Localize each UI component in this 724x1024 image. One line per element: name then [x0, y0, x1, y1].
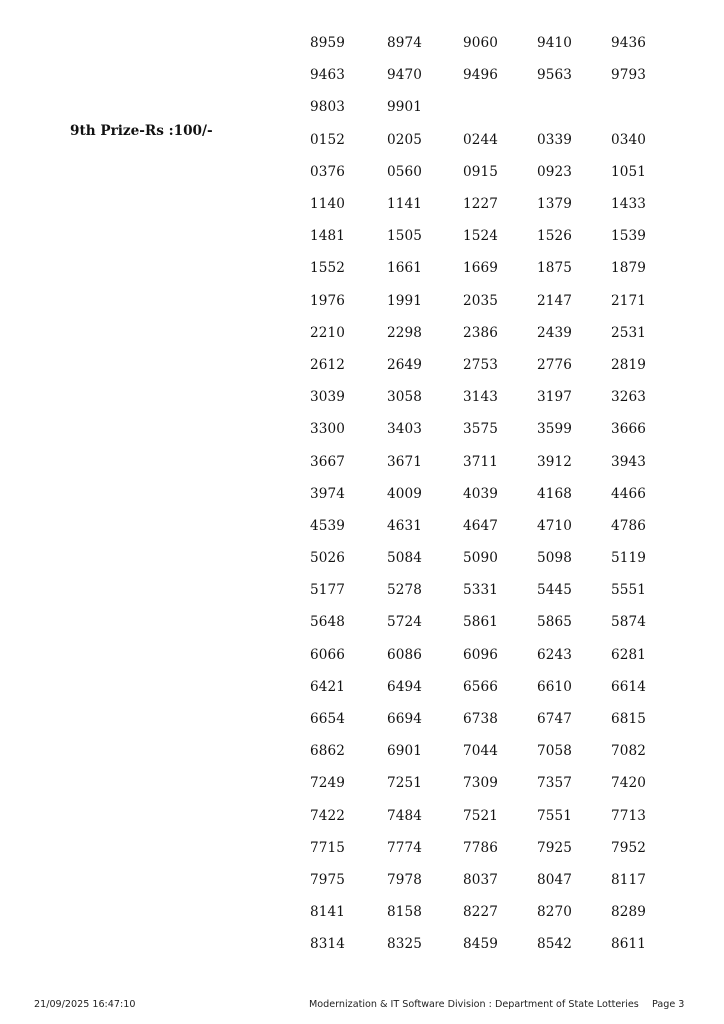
number-row — [310, 59, 686, 91]
ticket-number: 7484 — [387, 807, 422, 824]
ticket-number: 5861 — [463, 614, 498, 631]
ticket-number: 8611 — [611, 936, 646, 953]
ticket-number-grid — [310, 27, 686, 960]
ticket-number: 3711 — [463, 453, 498, 470]
ticket-number: 6421 — [310, 678, 345, 695]
number-row — [310, 478, 686, 510]
footer-page-number: Page 3 — [652, 999, 685, 1010]
ticket-number: 7422 — [310, 807, 345, 824]
ticket-number: 7521 — [463, 807, 498, 824]
number-row — [310, 285, 686, 317]
ticket-number: 6738 — [463, 711, 498, 728]
ticket-number: 3058 — [387, 389, 422, 406]
ticket-number: 4647 — [463, 517, 498, 534]
ticket-number: 2035 — [463, 292, 498, 309]
ticket-number: 8227 — [463, 904, 498, 921]
ticket-number: 3974 — [310, 485, 345, 502]
ticket-number: 1526 — [537, 228, 572, 245]
ticket-number: 4039 — [463, 485, 498, 502]
ticket-number: 7309 — [463, 775, 498, 792]
ticket-number: 6066 — [310, 646, 345, 663]
ticket-number: 8459 — [463, 936, 498, 953]
number-row — [310, 510, 686, 542]
ticket-number: 6566 — [463, 678, 498, 695]
ticket-number: 4009 — [387, 485, 422, 502]
ticket-number: 9470 — [387, 67, 422, 84]
ticket-number: 9793 — [611, 67, 646, 84]
ticket-number: 7925 — [537, 839, 572, 856]
ticket-number: 5090 — [463, 550, 498, 567]
ticket-number: 9060 — [463, 35, 498, 52]
number-row — [310, 800, 686, 832]
ticket-number: 1227 — [463, 196, 498, 213]
ticket-number: 0205 — [387, 131, 422, 148]
ticket-number: 2753 — [463, 356, 498, 373]
ticket-number: 7786 — [463, 839, 498, 856]
ticket-number: 6243 — [537, 646, 572, 663]
ticket-number: 5026 — [310, 550, 345, 567]
ticket-number: 7713 — [611, 807, 646, 824]
ticket-number: 3912 — [537, 453, 572, 470]
ticket-number: 1879 — [611, 260, 646, 277]
ticket-number: 9436 — [611, 35, 646, 52]
ticket-number: 0339 — [537, 131, 572, 148]
ticket-number: 7058 — [537, 743, 572, 760]
ticket-number: 8117 — [611, 871, 646, 888]
ticket-number: 5084 — [387, 550, 422, 567]
ticket-number: 7715 — [310, 839, 345, 856]
ticket-number: 1481 — [310, 228, 345, 245]
ticket-number: 6654 — [310, 711, 345, 728]
ticket-number: 4786 — [611, 517, 646, 534]
ticket-number: 8289 — [611, 904, 646, 921]
ticket-number: 3263 — [611, 389, 646, 406]
ticket-number: 1379 — [537, 196, 572, 213]
ticket-number: 0376 — [310, 163, 345, 180]
ticket-number: 7251 — [387, 775, 422, 792]
ticket-number: 8542 — [537, 936, 572, 953]
ticket-number: 1991 — [387, 292, 422, 309]
ticket-number: 0152 — [310, 131, 345, 148]
ticket-number: 0923 — [537, 163, 572, 180]
ticket-number: 4466 — [611, 485, 646, 502]
ticket-number: 3300 — [310, 421, 345, 438]
ticket-number: 3666 — [611, 421, 646, 438]
ticket-number: 5098 — [537, 550, 572, 567]
ticket-number: 1051 — [611, 163, 646, 180]
number-row — [310, 639, 686, 671]
ticket-number: 6901 — [387, 743, 422, 760]
number-row — [310, 606, 686, 638]
ticket-number: 8270 — [537, 904, 572, 921]
ticket-number: 2171 — [611, 292, 646, 309]
ticket-number: 4631 — [387, 517, 422, 534]
ticket-number: 2298 — [387, 324, 422, 341]
ticket-number: 2819 — [611, 356, 646, 373]
number-row — [310, 156, 686, 188]
ticket-number: 3197 — [537, 389, 572, 406]
ticket-number: 6694 — [387, 711, 422, 728]
ticket-number: 5278 — [387, 582, 422, 599]
ticket-number: 1669 — [463, 260, 498, 277]
ticket-number: 8047 — [537, 871, 572, 888]
number-row — [310, 124, 686, 156]
number-row — [310, 896, 686, 928]
ticket-number: 9563 — [537, 67, 572, 84]
ticket-number: 6862 — [310, 743, 345, 760]
number-row — [310, 864, 686, 896]
ticket-number: 1141 — [387, 196, 422, 213]
ticket-number: 9410 — [537, 35, 572, 52]
ticket-number: 1552 — [310, 260, 345, 277]
ticket-number: 5119 — [611, 550, 646, 567]
number-row — [310, 928, 686, 960]
ticket-number: 3575 — [463, 421, 498, 438]
ticket-number: 4539 — [310, 517, 345, 534]
ticket-number: 1976 — [310, 292, 345, 309]
ticket-number: 7774 — [387, 839, 422, 856]
number-row — [310, 445, 686, 477]
ticket-number: 7952 — [611, 839, 646, 856]
ticket-number: 7978 — [387, 871, 422, 888]
ticket-number: 1875 — [537, 260, 572, 277]
ticket-number: 6096 — [463, 646, 498, 663]
ticket-number: 1433 — [611, 196, 646, 213]
ticket-number: 2612 — [310, 356, 345, 373]
ticket-number: 1140 — [310, 196, 345, 213]
ticket-number: 2439 — [537, 324, 572, 341]
number-row — [310, 735, 686, 767]
ticket-number: 0560 — [387, 163, 422, 180]
ticket-number: 5648 — [310, 614, 345, 631]
ticket-number: 1524 — [463, 228, 498, 245]
number-row — [310, 542, 686, 574]
ticket-number: 2531 — [611, 324, 646, 341]
ticket-number: 4710 — [537, 517, 572, 534]
ticket-number: 8314 — [310, 936, 345, 953]
ticket-number: 3143 — [463, 389, 498, 406]
number-row — [310, 413, 686, 445]
prize-section-label: 9th Prize-Rs :100/- — [70, 123, 213, 139]
number-row — [310, 188, 686, 220]
ticket-number: 5551 — [611, 582, 646, 599]
ticket-number: 7975 — [310, 871, 345, 888]
ticket-number: 6086 — [387, 646, 422, 663]
ticket-number: 6747 — [537, 711, 572, 728]
ticket-number: 2147 — [537, 292, 572, 309]
number-row — [310, 317, 686, 349]
ticket-number: 6281 — [611, 646, 646, 663]
ticket-number: 5724 — [387, 614, 422, 631]
ticket-number: 6815 — [611, 711, 646, 728]
number-row — [310, 767, 686, 799]
ticket-number: 3599 — [537, 421, 572, 438]
ticket-number: 1661 — [387, 260, 422, 277]
ticket-number: 8959 — [310, 35, 345, 52]
number-row — [310, 91, 686, 123]
ticket-number: 1505 — [387, 228, 422, 245]
ticket-number: 6614 — [611, 678, 646, 695]
ticket-number: 9496 — [463, 67, 498, 84]
ticket-number: 3943 — [611, 453, 646, 470]
footer-division: Modernization & IT Software Division : Department of State Lotteries — [309, 999, 639, 1010]
number-row — [310, 574, 686, 606]
ticket-number: 2210 — [310, 324, 345, 341]
ticket-number: 9803 — [310, 99, 345, 116]
ticket-number: 4168 — [537, 485, 572, 502]
ticket-number: 0915 — [463, 163, 498, 180]
number-row — [310, 671, 686, 703]
ticket-number: 7420 — [611, 775, 646, 792]
number-row — [310, 832, 686, 864]
ticket-number: 3403 — [387, 421, 422, 438]
number-row — [310, 220, 686, 252]
ticket-number: 9901 — [387, 99, 422, 116]
ticket-number: 6610 — [537, 678, 572, 695]
ticket-number: 2386 — [463, 324, 498, 341]
ticket-number: 8037 — [463, 871, 498, 888]
ticket-number: 7044 — [463, 743, 498, 760]
ticket-number: 5177 — [310, 582, 345, 599]
ticket-number: 2776 — [537, 356, 572, 373]
ticket-number: 7249 — [310, 775, 345, 792]
ticket-number: 8158 — [387, 904, 422, 921]
ticket-number: 8974 — [387, 35, 422, 52]
ticket-number: 3039 — [310, 389, 345, 406]
number-row — [310, 349, 686, 381]
ticket-number: 5865 — [537, 614, 572, 631]
number-row — [310, 703, 686, 735]
ticket-number: 6494 — [387, 678, 422, 695]
number-row — [310, 381, 686, 413]
footer-timestamp: 21/09/2025 16:47:10 — [34, 999, 136, 1010]
ticket-number: 7357 — [537, 775, 572, 792]
ticket-number: 3671 — [387, 453, 422, 470]
number-row — [310, 27, 686, 59]
ticket-number: 7551 — [537, 807, 572, 824]
ticket-number: 0340 — [611, 131, 646, 148]
ticket-number: 2649 — [387, 356, 422, 373]
ticket-number: 5874 — [611, 614, 646, 631]
ticket-number: 0244 — [463, 131, 498, 148]
ticket-number: 5445 — [537, 582, 572, 599]
ticket-number: 5331 — [463, 582, 498, 599]
ticket-number: 7082 — [611, 743, 646, 760]
number-row — [310, 252, 686, 284]
ticket-number: 9463 — [310, 67, 345, 84]
ticket-number: 8141 — [310, 904, 345, 921]
ticket-number: 1539 — [611, 228, 646, 245]
ticket-number: 3667 — [310, 453, 345, 470]
ticket-number: 8325 — [387, 936, 422, 953]
